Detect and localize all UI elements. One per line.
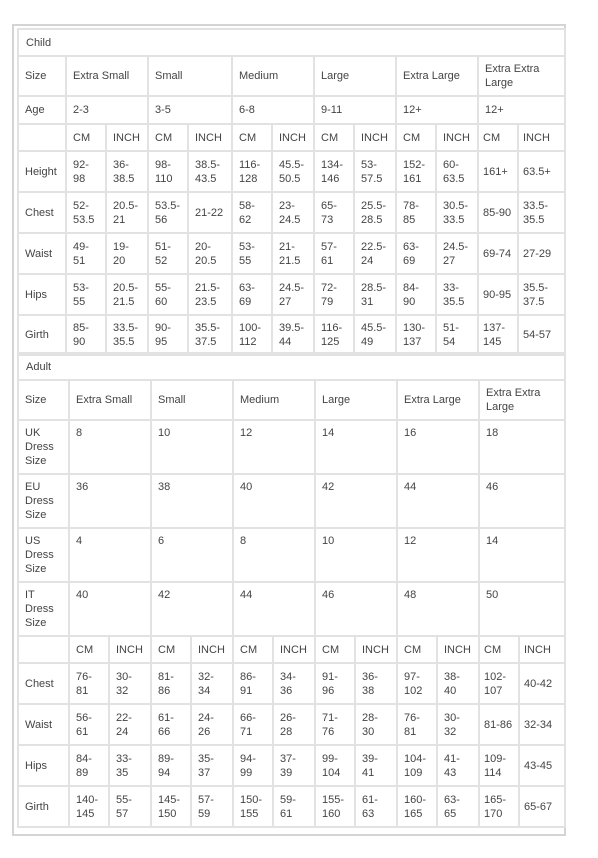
dress-size-value: 18	[479, 420, 565, 474]
measurement-value: 24.5-27	[272, 274, 314, 315]
measurement-value: 55-57	[109, 786, 151, 827]
measurement-value: 130-137	[396, 315, 436, 355]
unit-header: INCH	[273, 636, 315, 663]
measurement-row	[18, 151, 565, 192]
dress-size-row	[18, 474, 565, 528]
size-header: Extra Large	[397, 380, 479, 420]
measurement-value: 90-95	[478, 274, 518, 315]
measurement-value: 53.5-56	[148, 192, 188, 233]
measurement-value: 57-59	[191, 786, 233, 827]
measurement-label: Girth	[18, 786, 69, 827]
measurement-row	[18, 704, 565, 745]
dress-size-value: 40	[233, 474, 315, 528]
unit-header: CM	[396, 124, 436, 151]
unit-header: INCH	[436, 124, 478, 151]
measurement-value: 76-81	[397, 704, 437, 745]
measurement-row	[18, 745, 565, 786]
dress-size-value: 44	[233, 582, 315, 636]
measurement-value: 86-91	[233, 663, 273, 704]
measurement-value: 100-112	[232, 315, 272, 355]
measurement-value: 145-150	[151, 786, 191, 827]
measurement-value: 81-86	[151, 663, 191, 704]
adult-size-row	[18, 380, 565, 420]
dress-size-value: 14	[479, 528, 565, 582]
measurement-value: 137-145	[478, 315, 518, 355]
size-header: Medium	[232, 56, 314, 96]
measurement-value: 39.5-44	[272, 315, 314, 355]
unit-header: INCH	[191, 636, 233, 663]
dress-size-label: IT Dress Size	[18, 582, 69, 636]
measurement-value: 35.5-37.5	[518, 274, 565, 315]
measurement-value: 20-20.5	[188, 233, 232, 274]
unit-header: CM	[479, 636, 519, 663]
measurement-value: 155-160	[315, 786, 355, 827]
unit-header: INCH	[354, 124, 396, 151]
measurement-value: 140-145	[69, 786, 109, 827]
unit-header: INCH	[106, 124, 148, 151]
unit-header: CM	[315, 636, 355, 663]
unit-header: CM	[151, 636, 191, 663]
dress-size-value: 36	[69, 474, 151, 528]
measurement-row	[18, 786, 565, 827]
unit-header: CM	[66, 124, 106, 151]
dress-size-value: 8	[233, 528, 315, 582]
measurement-value: 84-89	[69, 745, 109, 786]
measurement-value: 30-32	[109, 663, 151, 704]
unit-header: INCH	[109, 636, 151, 663]
measurement-value: 51-54	[436, 315, 478, 355]
unit-row-spacer	[18, 124, 66, 151]
measurement-value: 40-42	[519, 663, 565, 704]
unit-header: INCH	[355, 636, 397, 663]
size-header: Small	[151, 380, 233, 420]
measurement-value: 56-61	[69, 704, 109, 745]
measurement-label: Chest	[18, 663, 69, 704]
measurement-row	[18, 315, 565, 355]
unit-header: CM	[232, 124, 272, 151]
dress-size-label: UK Dress Size	[18, 420, 69, 474]
dress-size-value: 40	[69, 582, 151, 636]
measurement-value: 102-107	[479, 663, 519, 704]
measurement-row	[18, 274, 565, 315]
measurement-value: 63.5+	[518, 151, 565, 192]
dress-size-value: 8	[69, 420, 151, 474]
measurement-value: 21.5-23.5	[188, 274, 232, 315]
measurement-value: 94-99	[233, 745, 273, 786]
measurement-label: Hips	[18, 745, 69, 786]
measurement-value: 53-55	[66, 274, 106, 315]
measurement-value: 65-67	[519, 786, 565, 827]
measurement-value: 36-38	[355, 663, 397, 704]
measurement-value: 92-98	[66, 151, 106, 192]
dress-size-value: 42	[151, 582, 233, 636]
size-header: Extra Large	[396, 56, 478, 96]
measurement-value: 165-170	[479, 786, 519, 827]
age-value: 12+	[396, 96, 478, 124]
unit-header: CM	[478, 124, 518, 151]
dress-size-value: 44	[397, 474, 479, 528]
measurement-value: 32-34	[191, 663, 233, 704]
measurement-value: 33.5-35.5	[518, 192, 565, 233]
measurement-value: 78-85	[396, 192, 436, 233]
measurement-value: 45.5-50.5	[272, 151, 314, 192]
measurement-value: 39-41	[355, 745, 397, 786]
unit-header: INCH	[188, 124, 232, 151]
measurement-row	[18, 663, 565, 704]
measurement-value: 20.5-21	[106, 192, 148, 233]
measurement-value: 97-102	[397, 663, 437, 704]
adult-section-row	[18, 353, 565, 380]
measurement-value: 30.5-33.5	[436, 192, 478, 233]
dress-size-row	[18, 420, 565, 474]
measurement-value: 72-79	[314, 274, 354, 315]
measurement-value: 38.5-43.5	[188, 151, 232, 192]
measurement-value: 134-146	[314, 151, 354, 192]
age-value: 12+	[478, 96, 565, 124]
measurement-value: 43-45	[519, 745, 565, 786]
measurement-value: 63-69	[396, 233, 436, 274]
measurement-value: 22-24	[109, 704, 151, 745]
measurement-value: 66-71	[233, 704, 273, 745]
measurement-value: 21-21.5	[272, 233, 314, 274]
measurement-value: 24-26	[191, 704, 233, 745]
measurement-value: 58-62	[232, 192, 272, 233]
measurement-value: 89-94	[151, 745, 191, 786]
child-section-row	[18, 29, 565, 56]
measurement-value: 25.5-28.5	[354, 192, 396, 233]
measurement-value: 104-109	[397, 745, 437, 786]
measurement-value: 76-81	[69, 663, 109, 704]
measurement-value: 26-28	[273, 704, 315, 745]
measurement-value: 45.5-49	[354, 315, 396, 355]
dress-size-label: US Dress Size	[18, 528, 69, 582]
measurement-value: 59-61	[273, 786, 315, 827]
measurement-value: 28-30	[355, 704, 397, 745]
size-header: Extra Extra Large	[479, 380, 565, 420]
size-header: Small	[148, 56, 232, 96]
measurement-value: 160-165	[397, 786, 437, 827]
age-label: Age	[18, 96, 66, 124]
measurement-value: 32-34	[519, 704, 565, 745]
measurement-value: 109-114	[479, 745, 519, 786]
dress-size-value: 42	[315, 474, 397, 528]
adult-section-title: Adult	[18, 353, 565, 380]
measurement-value: 85-90	[66, 315, 106, 355]
measurement-value: 33-35	[109, 745, 151, 786]
size-header: Large	[314, 56, 396, 96]
unit-header: INCH	[518, 124, 565, 151]
size-header: Large	[315, 380, 397, 420]
measurement-label: Height	[18, 151, 66, 192]
measurement-value: 63-69	[232, 274, 272, 315]
measurement-value: 33.5-35.5	[106, 315, 148, 355]
dress-size-value: 50	[479, 582, 565, 636]
dress-size-value: 46	[479, 474, 565, 528]
size-header: Extra Small	[66, 56, 148, 96]
size-label: Size	[18, 56, 66, 96]
measurement-value: 84-90	[396, 274, 436, 315]
measurement-label: Chest	[18, 192, 66, 233]
unit-header: INCH	[272, 124, 314, 151]
measurement-row	[18, 233, 565, 274]
measurement-value: 35-37	[191, 745, 233, 786]
dress-size-value: 4	[69, 528, 151, 582]
unit-header: CM	[69, 636, 109, 663]
measurement-value: 41-43	[437, 745, 479, 786]
measurement-value: 19-20	[106, 233, 148, 274]
dress-size-value: 38	[151, 474, 233, 528]
measurement-value: 63-65	[437, 786, 479, 827]
unit-header: CM	[314, 124, 354, 151]
measurement-value: 99-104	[315, 745, 355, 786]
child-section-title: Child	[18, 29, 565, 56]
measurement-value: 65-73	[314, 192, 354, 233]
unit-header: INCH	[437, 636, 479, 663]
measurement-value: 33-35.5	[436, 274, 478, 315]
measurement-label: Hips	[18, 274, 66, 315]
dress-size-label: EU Dress Size	[18, 474, 69, 528]
measurement-row	[18, 192, 565, 233]
dress-size-row	[18, 582, 565, 636]
age-value: 2-3	[66, 96, 148, 124]
unit-header: CM	[397, 636, 437, 663]
measurement-value: 98-110	[148, 151, 188, 192]
child-size-row	[18, 56, 565, 96]
child-size-table	[17, 28, 566, 356]
measurement-value: 36-38.5	[106, 151, 148, 192]
measurement-value: 34-36	[273, 663, 315, 704]
unit-header: CM	[233, 636, 273, 663]
dress-size-value: 14	[315, 420, 397, 474]
measurement-value: 27-29	[518, 233, 565, 274]
measurement-value: 38-40	[437, 663, 479, 704]
measurement-value: 116-128	[232, 151, 272, 192]
measurement-value: 30-32	[437, 704, 479, 745]
dress-size-value: 48	[397, 582, 479, 636]
measurement-value: 37-39	[273, 745, 315, 786]
size-header: Extra Small	[69, 380, 151, 420]
unit-header: CM	[148, 124, 188, 151]
dress-size-value: 46	[315, 582, 397, 636]
measurement-value: 22.5-24	[354, 233, 396, 274]
dress-size-value: 10	[151, 420, 233, 474]
measurement-value: 61-66	[151, 704, 191, 745]
measurement-value: 69-74	[478, 233, 518, 274]
measurement-value: 28.5-31	[354, 274, 396, 315]
measurement-value: 21-22	[188, 192, 232, 233]
measurement-label: Girth	[18, 315, 66, 355]
measurement-value: 23-24.5	[272, 192, 314, 233]
unit-row-spacer	[18, 636, 69, 663]
measurement-value: 54-57	[518, 315, 565, 355]
measurement-value: 53-57.5	[354, 151, 396, 192]
measurement-value: 71-76	[315, 704, 355, 745]
measurement-value: 161+	[478, 151, 518, 192]
dress-size-row	[18, 528, 565, 582]
dress-size-value: 10	[315, 528, 397, 582]
size-header: Medium	[233, 380, 315, 420]
measurement-label: Waist	[18, 704, 69, 745]
measurement-value: 81-86	[479, 704, 519, 745]
measurement-value: 55-60	[148, 274, 188, 315]
dress-size-value: 12	[397, 528, 479, 582]
measurement-value: 150-155	[233, 786, 273, 827]
measurement-value: 152-161	[396, 151, 436, 192]
dress-size-value: 16	[397, 420, 479, 474]
measurement-value: 49-51	[66, 233, 106, 274]
measurement-value: 35.5-37.5	[188, 315, 232, 355]
adult-size-table	[17, 352, 566, 828]
age-value: 9-11	[314, 96, 396, 124]
measurement-value: 24.5-27	[436, 233, 478, 274]
size-header: Extra Extra Large	[478, 56, 565, 96]
measurement-value: 20.5-21.5	[106, 274, 148, 315]
measurement-value: 52-53.5	[66, 192, 106, 233]
measurement-value: 53-55	[232, 233, 272, 274]
measurement-value: 51-52	[148, 233, 188, 274]
measurement-value: 90-95	[148, 315, 188, 355]
child-age-row	[18, 96, 565, 124]
measurement-value: 61-63	[355, 786, 397, 827]
size-label: Size	[18, 380, 69, 420]
age-value: 6-8	[232, 96, 314, 124]
dress-size-value: 12	[233, 420, 315, 474]
measurement-value: 57-61	[314, 233, 354, 274]
child-unit-row	[18, 124, 565, 151]
unit-header: INCH	[519, 636, 565, 663]
measurement-label: Waist	[18, 233, 66, 274]
dress-size-value: 6	[151, 528, 233, 582]
measurement-value: 60-63.5	[436, 151, 478, 192]
measurement-value: 85-90	[478, 192, 518, 233]
measurement-value: 91-96	[315, 663, 355, 704]
age-value: 3-5	[148, 96, 232, 124]
measurement-value: 116-125	[314, 315, 354, 355]
adult-unit-row	[18, 636, 565, 663]
